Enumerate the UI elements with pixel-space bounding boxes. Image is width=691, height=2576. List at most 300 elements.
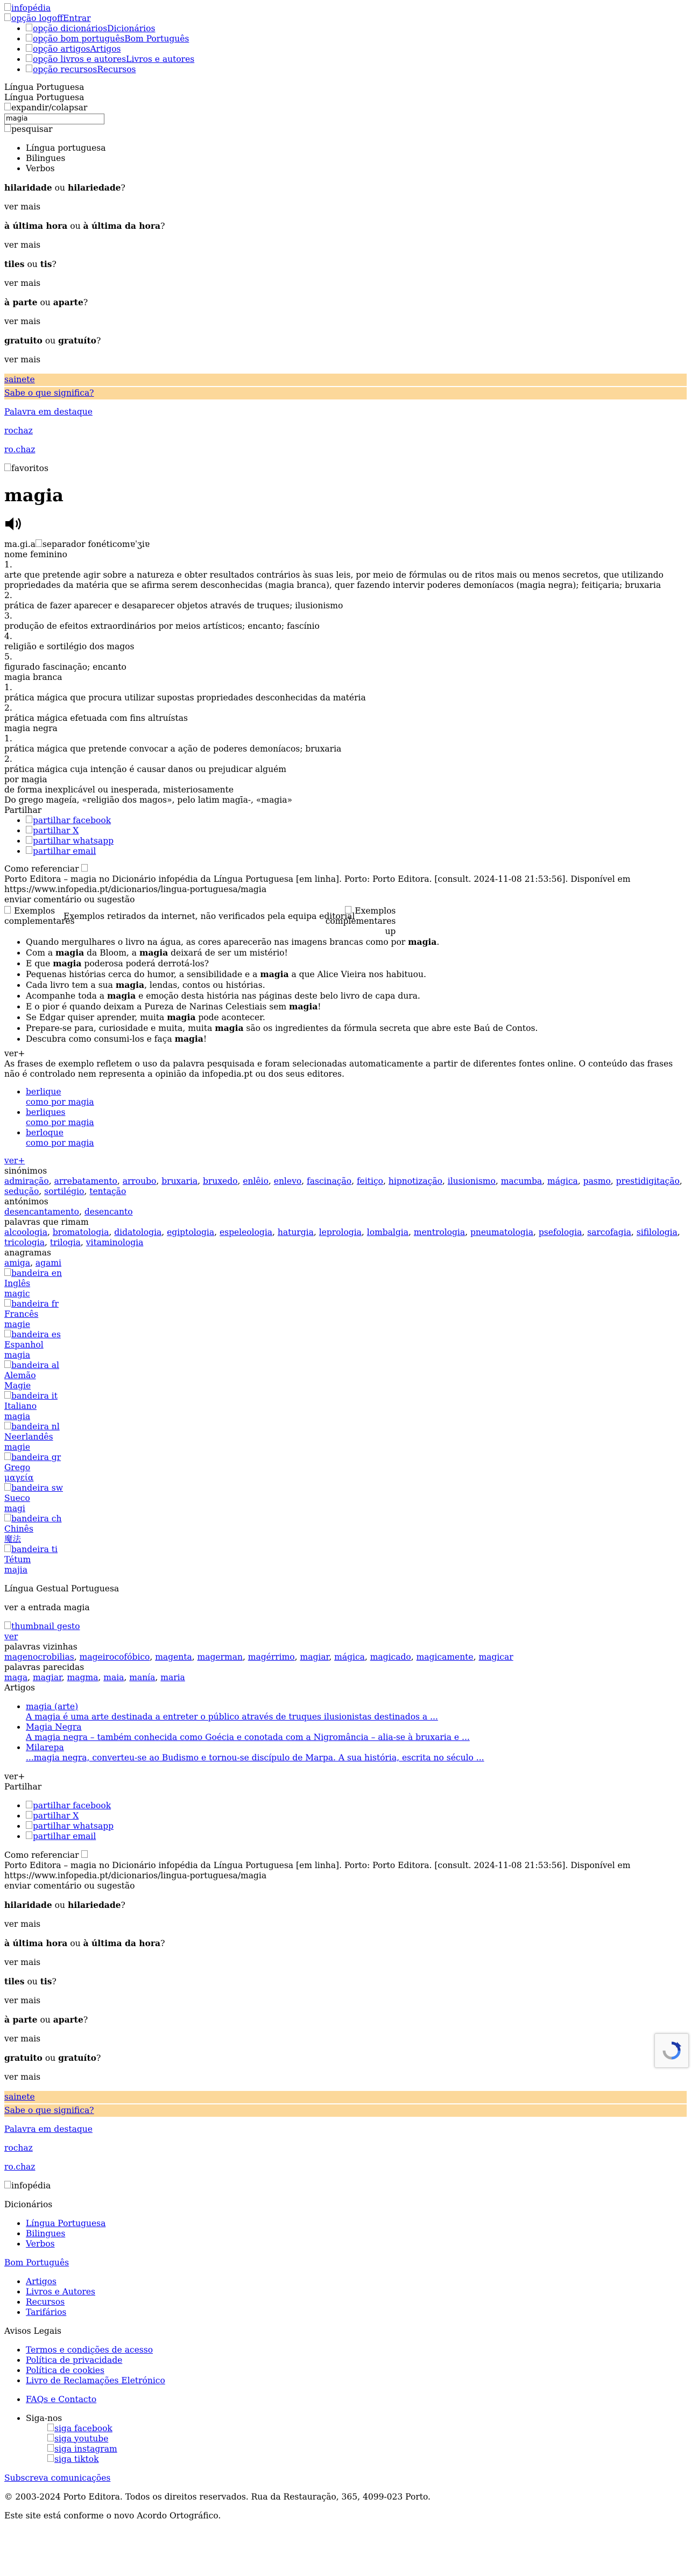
flag-label: bandeira it xyxy=(11,1391,58,1401)
antonym-link[interactable]: desencanto xyxy=(84,1206,133,1217)
antonyms-title: antónimos xyxy=(4,1196,48,1206)
featured-word-2[interactable]: ro.chaz xyxy=(4,444,36,454)
language-name: Inglês xyxy=(4,1278,31,1288)
usage-link-expression[interactable]: como por magia xyxy=(26,1097,94,1107)
example-item: • E o pior é quando deixam a Pureza de Narinas Celestiais sem magia! xyxy=(26,1001,687,1012)
articles-title: Artigos xyxy=(4,1682,35,1693)
search-button[interactable]: pesquisar xyxy=(4,124,687,135)
youtube-icon xyxy=(47,2434,54,2441)
lgp-see-link[interactable]: ver xyxy=(4,1631,18,1641)
senses: 1. arte que pretende agir sobre a natureza e obter resultados contrários às suas leis, por meio de fórmulas ou de ritos mais ou menos secretos, que utilizando propriedades da matéria que se afirma serem desconhecidas (magia branca), quer fazendo intervir poderes demoníacos (magia negra); feitiçaria; bruxaria 2. prática de fazer aparecer e desaparecer objetos através de truques; ilusionismo 3. produção de efeitos extraordinários por meios artísticos; encanto; fascínio 4. religião e sortilégio dos magos 5. figurado fascinação; encanto xyxy=(4,560,687,672)
dictionary-option[interactable]: • Língua portuguesa xyxy=(26,143,687,153)
header xyxy=(4,3,687,174)
synonym-link[interactable]: tentação xyxy=(89,1186,126,1196)
footer-link[interactable]: Termos e condições de acesso xyxy=(26,2345,153,2355)
dictionary-options xyxy=(4,143,687,174)
translation-language-link[interactable] xyxy=(4,1452,687,1473)
footer-link[interactable]: Política de cookies xyxy=(26,2365,104,2375)
synonym-link[interactable]: fascinação xyxy=(307,1176,352,1186)
antonym-link[interactable]: desencantamento xyxy=(4,1206,79,1217)
flag-label: bandeira sw xyxy=(11,1483,63,1493)
featured-word-1[interactable]: rochaz xyxy=(4,425,33,436)
audio-speaker-icon[interactable] xyxy=(4,516,25,532)
articles-icon xyxy=(26,44,33,52)
rhymes-title: palavras que rimam xyxy=(4,1217,89,1227)
grammar-category: nome feminino xyxy=(4,549,67,559)
example-item: • Quando mergulhares o livro na água, as cores aparecerão nas imagens brancas como por magia. xyxy=(26,937,687,947)
language-name: Espanhol xyxy=(4,1339,44,1350)
nav-item-recursos xyxy=(26,65,687,75)
synonym-link[interactable]: pasmo xyxy=(583,1176,611,1186)
flag-label: bandeira gr xyxy=(11,1452,61,1462)
articles-list xyxy=(4,1702,687,1763)
language-name: Alemão xyxy=(4,1370,36,1380)
example-item: • E que magia poderosa poderá derrotá-los? xyxy=(26,958,687,969)
flag-label: bandeira ch xyxy=(11,1513,62,1524)
usage-link-expression[interactable]: como por magia xyxy=(26,1138,94,1148)
synonym-link[interactable]: bruxedo xyxy=(203,1176,238,1186)
flag-icon xyxy=(4,1483,11,1491)
synonym-link[interactable]: prestidigitação xyxy=(616,1176,680,1186)
footer-link[interactable]: Artigos xyxy=(26,2276,57,2286)
social-tiktok-link[interactable]: siga tiktok xyxy=(47,2454,99,2464)
anagrams-title: anagramas xyxy=(4,1247,51,1258)
favorites-button[interactable]: favoritos xyxy=(4,464,687,474)
neighbor-word-link[interactable]: magicamente xyxy=(416,1652,474,1662)
translation-word-link[interactable]: magie xyxy=(4,1442,30,1452)
neighbors-title: palavras vizinhas xyxy=(4,1641,77,1652)
nav-link-livros[interactable]: opção livros e autoresLivros e autores xyxy=(26,54,194,64)
featured-word-2-block xyxy=(4,2091,687,2172)
quiz-more-link[interactable]: ver mais xyxy=(4,201,41,212)
footer-link[interactable]: Língua Portuguesa xyxy=(26,2218,106,2228)
translation-language-link[interactable] xyxy=(4,1545,687,1565)
synonym-link[interactable]: arrebatamento xyxy=(54,1176,117,1186)
article-title-link[interactable]: • magia (arte) xyxy=(26,1701,79,1711)
sense-text: figurado fascinação; encanto xyxy=(4,662,126,672)
related-word-link[interactable]: magiar xyxy=(32,1672,62,1682)
article-snippet-link[interactable]: A magia é uma arte destinada a entreter o público através de truques ilusionistas destinados a ... xyxy=(26,1711,438,1722)
translation-word-link[interactable]: μαγεία xyxy=(4,1472,34,1483)
synonym-link[interactable]: ilusionismo xyxy=(447,1176,496,1186)
neighbor-word-link[interactable]: mágica xyxy=(334,1652,365,1662)
featured-word xyxy=(4,374,687,455)
footer-bp-title[interactable]: Bom Português xyxy=(4,2257,69,2268)
rhyme-link[interactable]: pneumatologia xyxy=(470,1227,533,1237)
footer-follow-title: Siga-nos xyxy=(26,2413,62,2423)
article-snippet-link[interactable]: ...magia negra, converteu-se ao Budismo e tornou-se discípulo de Marpa. A sua história, escrita no século ... xyxy=(26,1752,484,1763)
rhyme-link[interactable]: didatologia xyxy=(114,1227,162,1237)
translation-word-link[interactable]: magie xyxy=(4,1319,30,1329)
x-icon xyxy=(26,1811,33,1819)
example-item: • Com a magia da Bloom, a magia deixará de ser um mistério! xyxy=(26,947,687,958)
nav-item-livros xyxy=(26,54,687,65)
examples-disclaimer: As frases de exemplo refletem o uso da palavra pesquisada e foram selecionadas automaticamente a partir de diferentes fontes online. O conteúdo das frases não é controlado nem representa a opinião da infopedia.pt ou dos seus editores. xyxy=(4,1058,673,1079)
featured-word-2[interactable]: ro.chaz xyxy=(4,2161,36,2172)
quiz-more-link[interactable]: ver mais xyxy=(4,278,41,288)
language-name: Grego xyxy=(4,1462,31,1472)
quiz-question: gratuito ou gratuíto? xyxy=(4,2052,101,2063)
share-email-link[interactable]: partilhar email xyxy=(26,846,96,856)
comment-link[interactable]: enviar comentário ou sugestão xyxy=(4,894,135,904)
quiz-question: à última hora ou à última da hora? xyxy=(4,220,165,231)
copyright: © 2003-2024 Porto Editora. Todos os direitos reservados. Rua da Restauração, 365, 4099-023 Porto. xyxy=(4,2491,431,2502)
search-input[interactable] xyxy=(4,114,104,124)
translation-word-link[interactable]: magic xyxy=(4,1288,30,1298)
cite-icon xyxy=(81,1850,88,1858)
footer-bp-list xyxy=(4,2277,687,2318)
related-word-link[interactable]: magma xyxy=(67,1672,98,1682)
related-word-link[interactable]: maia xyxy=(103,1672,124,1682)
social-instagram-link[interactable]: siga instagram xyxy=(47,2444,117,2454)
related-list: maga, magiar, magma, maia, manía, maria xyxy=(4,1672,185,1682)
share-x-link[interactable]: partilhar X xyxy=(26,1811,79,1821)
flag-icon xyxy=(4,1360,11,1368)
sense-text: arte que pretende agir sobre a natureza e obter resultados contrários às suas leis, por meio de fórmulas ou de ritos mais ou menos secretos, que utilizando propriedades da matéria que se afirma serem desconhecidas (magia branca), quer fazendo intervir poderes demoníacos (magia negra); feitiçaria; bruxaria xyxy=(4,570,664,590)
quiz-block xyxy=(4,183,687,365)
synonym-link[interactable]: hipnotização xyxy=(388,1176,442,1186)
examples-icon: Exemplos complementares xyxy=(4,906,75,926)
whatsapp-icon xyxy=(26,836,33,844)
language-name: Neerlandês xyxy=(4,1431,53,1442)
rhyme-link[interactable]: espeleologia xyxy=(219,1227,273,1237)
subentry-title: magia branca xyxy=(4,672,62,682)
example-item: • Acompanhe toda a magia e emoção desta história nas páginas deste belo livro de capa dura. xyxy=(26,991,687,1001)
rhyme-link[interactable]: alcoologia xyxy=(4,1227,47,1237)
subscribe-link[interactable]: Subscreva comunicações xyxy=(4,2473,111,2483)
recaptcha-icon xyxy=(661,2040,682,2061)
quiz-more-link[interactable]: ver mais xyxy=(4,240,41,250)
flag-icon xyxy=(4,1545,11,1552)
synonym-link[interactable]: enlêio xyxy=(243,1176,269,1186)
translation-language-link[interactable] xyxy=(4,1360,687,1381)
etymology: Do grego mageía, «religião dos magos», pelo latim magīa-, «magia» xyxy=(4,795,292,805)
featured-title-link[interactable]: Palavra em destaque xyxy=(4,2124,93,2134)
neighbor-word-link[interactable]: magiar xyxy=(300,1652,329,1662)
quiz-more-link[interactable]: ver mais xyxy=(4,2033,41,2044)
email-icon xyxy=(26,846,33,854)
entry-title: magia xyxy=(4,485,64,506)
neighbor-word-link[interactable]: magenta xyxy=(155,1652,192,1662)
language-name: Tétum xyxy=(4,1554,31,1564)
instagram-icon xyxy=(47,2444,54,2452)
facebook-icon xyxy=(47,2424,54,2431)
footer-logo[interactable]: infopédia xyxy=(4,2181,687,2191)
footer-legal-list xyxy=(4,2345,687,2386)
nav-item-artigos xyxy=(26,44,687,54)
facebook-icon xyxy=(26,816,33,823)
translation-language-link[interactable] xyxy=(4,1422,687,1442)
separator-icon xyxy=(36,539,43,547)
anagram-link[interactable]: agami xyxy=(35,1258,61,1268)
quiz-more-link[interactable]: ver mais xyxy=(4,1919,41,1929)
social-facebook-link[interactable]: siga facebook xyxy=(47,2424,112,2433)
quiz-question: à parte ou aparte? xyxy=(4,2014,88,2025)
neighbors-list: magenocrobilias, mageirocofóbico, magenta, magerman, magérrimo, magiar, mágica, magicado, magicamente, magicar xyxy=(4,1652,513,1662)
citation-text: Porto Editora – magia no Dicionário infopédia da Língua Portuguesa [em linha]. Porto: Porto Editora. [consult. 2024-11-08 21:53:56]. Disponível em https://www.infopedia.pt/dicionarios/lingua-portuguesa/magia xyxy=(4,874,631,894)
footer-link[interactable]: Livro de Reclamações Eletrónico xyxy=(26,2375,165,2385)
logo-icon xyxy=(4,3,11,11)
footer-link[interactable]: Política de privacidade xyxy=(26,2355,123,2365)
translation-language-link[interactable] xyxy=(4,1483,687,1504)
flag-icon xyxy=(4,1452,11,1460)
share-x-link[interactable]: partilhar X xyxy=(26,826,79,836)
sense-text: prática mágica que procura utilizar supostas propriedades desconhecidas da matéria xyxy=(4,692,366,703)
share-whatsapp-link[interactable]: partilhar whatsapp xyxy=(26,836,114,846)
quiz-question: à parte ou aparte? xyxy=(4,297,88,307)
neighbor-word-link[interactable]: magérrimo xyxy=(248,1652,295,1662)
flag-label: bandeira es xyxy=(11,1329,61,1339)
whatsapp-icon xyxy=(26,1821,33,1829)
usage-link[interactable]: berlique xyxy=(26,1086,61,1097)
rhyme-link[interactable]: leprologia xyxy=(319,1227,362,1237)
rhyme-link[interactable]: egiptologia xyxy=(167,1227,215,1237)
featured-word-1[interactable]: rochaz xyxy=(4,2143,33,2153)
rhyme-link[interactable]: sifilologia xyxy=(636,1227,678,1237)
quiz-question: gratuito ou gratuíto? xyxy=(4,335,101,346)
synonym-link[interactable]: admiração xyxy=(4,1176,49,1186)
footer-link[interactable]: Tarifários xyxy=(26,2307,67,2317)
related-word-link[interactable]: manía xyxy=(129,1672,156,1682)
translation-word-link[interactable]: Magie xyxy=(4,1380,31,1391)
login-link[interactable]: opção logoffEntrar xyxy=(4,13,687,24)
footer-link[interactable]: Verbos xyxy=(26,2238,55,2249)
favorites-icon xyxy=(4,464,11,471)
footer-faq-link[interactable]: FAQs e Contacto xyxy=(26,2394,97,2404)
flag-icon xyxy=(4,1268,11,1276)
usage-link[interactable]: berliques xyxy=(26,1107,66,1117)
flag-label: bandeira nl xyxy=(11,1421,60,1431)
tiktok-icon xyxy=(47,2454,54,2462)
synonyms-title: sinónimos xyxy=(4,1166,47,1176)
sense-text: prática mágica cuja intenção é causar danos ou prejudicar alguém xyxy=(4,764,286,774)
featured-question-link[interactable]: Sabe o que significa? xyxy=(4,2105,94,2115)
facebook-icon xyxy=(26,1801,33,1808)
synonym-link[interactable]: bruxaria xyxy=(161,1176,198,1186)
footer-legal-title: Avisos Legais xyxy=(4,2326,61,2336)
flag-icon xyxy=(4,1391,11,1399)
sense-text: produção de efeitos extraordinários por meios artísticos; encanto; fascínio xyxy=(4,621,320,631)
antonyms-list: desencantamento, desencanto xyxy=(4,1206,133,1217)
quiz-more-link[interactable]: ver mais xyxy=(4,316,41,326)
dictionary-icon xyxy=(26,24,33,31)
featured-title-link[interactable]: Palavra em destaque xyxy=(4,406,93,417)
neighbor-word-link[interactable]: magerman xyxy=(197,1652,243,1662)
share-facebook-link[interactable]: partilhar facebook xyxy=(26,1801,111,1810)
synonym-link[interactable]: enlevo xyxy=(273,1176,302,1186)
articles-more[interactable]: ver+ xyxy=(4,1771,25,1781)
translation-language-link[interactable] xyxy=(4,1268,687,1289)
sense-text: religião e sortilégio dos magos xyxy=(4,641,135,651)
share-whatsapp-link[interactable]: partilhar whatsapp xyxy=(26,1821,114,1831)
examples-icon-right: Exemplos complementares up xyxy=(325,906,396,936)
quiz-question: à última hora ou à última da hora? xyxy=(4,1938,165,1948)
rhyme-link[interactable]: psefologia xyxy=(538,1227,582,1237)
examples-more[interactable]: ver+ xyxy=(4,1048,25,1058)
rhyme-link[interactable]: vitaminologia xyxy=(86,1237,144,1247)
synonym-link[interactable]: sedução xyxy=(4,1186,39,1196)
share-email-link[interactable]: partilhar email xyxy=(26,1831,96,1841)
share-list xyxy=(4,816,687,857)
flag-icon xyxy=(4,1299,11,1307)
flag-label: bandeira al xyxy=(11,1360,59,1370)
rhyme-link[interactable]: tricologia xyxy=(4,1237,45,1247)
examples-header[interactable] xyxy=(4,906,687,937)
infopedia-logo[interactable]: infopédia xyxy=(4,3,687,13)
rhyme-link[interactable]: haturgia xyxy=(277,1227,314,1237)
rhyme-link[interactable]: trilogia xyxy=(50,1237,81,1247)
featured-word-box xyxy=(4,2091,687,2103)
rhyme-link[interactable]: sarcofagia xyxy=(587,1227,631,1237)
featured-word-link[interactable]: sainete xyxy=(4,374,35,384)
quiz-more-link[interactable]: ver mais xyxy=(4,1995,41,2005)
related-title: palavras parecidas xyxy=(4,1662,84,1672)
quiz-question: hilaridade ou hilariedade? xyxy=(4,1899,125,1910)
article-title-link[interactable]: • Milarepa xyxy=(26,1742,64,1752)
translation-word-link[interactable]: 魔法 xyxy=(4,1534,22,1544)
share-list-2 xyxy=(4,1801,687,1842)
anagrams-list: amiga, agami xyxy=(4,1258,61,1268)
social-youtube-link[interactable]: siga youtube xyxy=(47,2434,108,2444)
share-facebook-link[interactable]: partilhar facebook xyxy=(26,816,111,825)
language-name: Italiano xyxy=(4,1401,37,1411)
language-name: Sueco xyxy=(4,1493,30,1503)
lgp-thumbnail[interactable]: thumbnail gesto xyxy=(4,1622,687,1632)
cite-icon xyxy=(81,864,88,872)
nav-link-artigos[interactable]: opção artigosArtigos xyxy=(26,44,121,54)
nav-item-bom-portugues xyxy=(26,34,687,44)
examples-list xyxy=(4,937,687,1044)
translation-language-link[interactable] xyxy=(4,1330,687,1350)
bom-portugues-icon xyxy=(26,34,33,41)
gesture-thumbnail-icon xyxy=(4,1622,11,1629)
quiz-more-link[interactable]: ver mais xyxy=(4,1957,41,1967)
quiz-question: tiles ou tis? xyxy=(4,1976,57,1987)
quiz-question: tiles ou tis? xyxy=(4,258,57,269)
examples-note: Exemplos retirados da internet, não verificados pela equipa editorial xyxy=(64,911,355,921)
rhyme-link[interactable]: mentrologia xyxy=(413,1227,466,1237)
translation-language-link[interactable] xyxy=(4,1391,687,1412)
synonym-link[interactable]: macumba xyxy=(500,1176,542,1186)
search-icon xyxy=(4,124,11,132)
subentry-title: por magia xyxy=(4,774,47,784)
synonyms-list: admiração, arrebatamento, arroubo, bruxaria, bruxedo, enlêio, enlevo, fascinação, feitiço, hipnotização, ilusionismo, macumba, mágica, pasmo, prestidigitação, sedução, sortilégio, tentação xyxy=(4,1176,682,1196)
sense-text: prática mágica que pretende convocar a ação de poderes demoníacos; bruxaria xyxy=(4,743,342,754)
synonym-link[interactable]: feitiço xyxy=(356,1176,384,1186)
featured-word-box xyxy=(4,374,687,386)
comment-link-2[interactable]: enviar comentário ou sugestão xyxy=(4,1880,135,1891)
neighbor-word-link[interactable]: magicar xyxy=(478,1652,513,1662)
footer-link[interactable]: Livros e Autores xyxy=(26,2286,96,2297)
language-name: Chinês xyxy=(4,1524,33,1534)
related-word-link[interactable]: maga xyxy=(4,1672,28,1682)
article-snippet-link[interactable]: A magia negra – também conhecida como Goécia e conotada com a Nigromância – alia-se à bruxaria e ... xyxy=(26,1732,470,1742)
usage-list xyxy=(4,1087,687,1148)
share-title-2: Partilhar xyxy=(4,1781,42,1792)
subentry-title: magia negra xyxy=(4,723,58,733)
dictionary-option[interactable]: • Bilingues xyxy=(26,153,687,164)
neighbor-word-link[interactable]: magenocrobilias xyxy=(4,1652,74,1662)
translation-language-link[interactable] xyxy=(4,1514,687,1534)
example-item: • Se Edgar quiser aprender, muita magia pode acontecer. xyxy=(26,1012,687,1023)
pronunciation: ma.gi.a separador fonéticomɐˈʒiɐ xyxy=(4,539,150,549)
article-title-link[interactable]: • Magia Negra xyxy=(26,1722,82,1732)
expand-toggle[interactable]: expandir/colapsar xyxy=(4,103,687,113)
featured-question-box xyxy=(4,387,687,399)
usage-link[interactable]: berloque xyxy=(26,1127,64,1138)
email-icon xyxy=(26,1831,33,1839)
cite-toggle-2[interactable]: Como referenciar xyxy=(4,1850,687,1861)
dictionary-option[interactable]: • Verbos xyxy=(26,164,687,174)
translation-language-link[interactable] xyxy=(4,1299,687,1319)
rhyme-link[interactable]: bromatologia xyxy=(52,1227,109,1237)
translation-word-link[interactable]: magia xyxy=(4,1411,31,1421)
sense-text: de forma inexplicável ou inesperada, misteriosamente xyxy=(4,784,234,795)
books-icon xyxy=(26,54,33,62)
rhyme-link[interactable]: lombalgia xyxy=(366,1227,409,1237)
featured-word-link[interactable]: sainete xyxy=(4,2091,35,2102)
footer-link[interactable]: Bilingues xyxy=(26,2228,66,2238)
logo-icon xyxy=(4,2181,11,2188)
usage-link-expression[interactable]: como por magia xyxy=(26,1117,94,1127)
quiz-block-2 xyxy=(4,1900,687,2082)
x-icon xyxy=(26,826,33,833)
cite-toggle[interactable]: Como referenciar xyxy=(4,864,687,874)
resources-icon xyxy=(26,65,33,72)
nav-link-recursos[interactable]: opção recursosRecursos xyxy=(26,65,136,74)
lgp-entry-link[interactable]: ver a entrada magia xyxy=(4,1602,90,1612)
flag-label: bandeira en xyxy=(11,1268,62,1278)
quiz-more-link[interactable]: ver mais xyxy=(4,354,41,364)
footer-dict-title: Dicionários xyxy=(4,2199,53,2209)
translation-word-link[interactable]: magia xyxy=(4,1350,31,1360)
footer-link[interactable]: Recursos xyxy=(26,2297,65,2307)
usage-more-link[interactable]: ver+ xyxy=(4,1155,25,1166)
flag-icon xyxy=(4,1514,11,1521)
quiz-more-link[interactable]: ver mais xyxy=(4,2072,41,2082)
neighbor-word-link[interactable]: magicado xyxy=(370,1652,411,1662)
example-item: • Descubra como consumi-los e faça magia! xyxy=(26,1034,687,1044)
dictionary-selector[interactable]: Língua Portuguesa xyxy=(4,82,84,92)
flag-icon xyxy=(4,1330,11,1337)
synonym-link[interactable]: sortilégio xyxy=(44,1186,84,1196)
recaptcha-badge[interactable] xyxy=(654,2033,689,2068)
example-item: • Pequenas histórias cerca do humor, a sensibilidade e a magia a que Alice Vieira nos habituou. xyxy=(26,969,687,980)
expand-icon xyxy=(4,103,11,110)
lgp-title: Língua Gestual Portuguesa xyxy=(4,1583,119,1594)
dictionary-selector-label: Língua Portuguesa xyxy=(4,93,84,102)
featured-question-box xyxy=(4,2104,687,2117)
share-title: Partilhar xyxy=(4,805,42,815)
nav-link-bom-portugues[interactable]: opção bom portuguêsBom Português xyxy=(26,34,189,44)
citation-text-2: Porto Editora – magia no Dicionário infopédia da Língua Portuguesa [em linha]. Porto: Porto Editora. [consult. 2024-11-08 21:53:56]. Disponível em https://www.infopedia.pt/dicionarios/lingua-portuguesa/magia xyxy=(4,1860,631,1880)
featured-question-link[interactable]: Sabe o que significa? xyxy=(4,388,94,398)
related-word-link[interactable]: maria xyxy=(160,1672,185,1682)
language-name: Francês xyxy=(4,1309,39,1319)
neighbor-word-link[interactable]: mageirocofóbico xyxy=(79,1652,150,1662)
rhymes-list: alcoologia, bromatologia, didatologia, egiptologia, espeleologia, haturgia, leprologia, lombalgia, mentrologia, pneumatologia, psefologia, sarcofagia, sifilologia, tricologia, trilogia, vitaminologia xyxy=(4,1227,680,1247)
synonym-link[interactable]: mágica xyxy=(547,1176,578,1186)
translation-word-link[interactable]: majia xyxy=(4,1564,27,1575)
footer-dict-list xyxy=(4,2219,687,2249)
quiz-question: hilaridade ou hilariedade? xyxy=(4,182,125,193)
main-nav xyxy=(4,24,687,75)
anagram-link[interactable]: amiga xyxy=(4,1258,31,1268)
translation-word-link[interactable]: magi xyxy=(4,1503,25,1513)
synonym-link[interactable]: arroubo xyxy=(122,1176,157,1186)
logoff-icon xyxy=(4,13,11,21)
nav-link-dicionarios[interactable]: opção dicionáriosDicionários xyxy=(26,24,155,33)
